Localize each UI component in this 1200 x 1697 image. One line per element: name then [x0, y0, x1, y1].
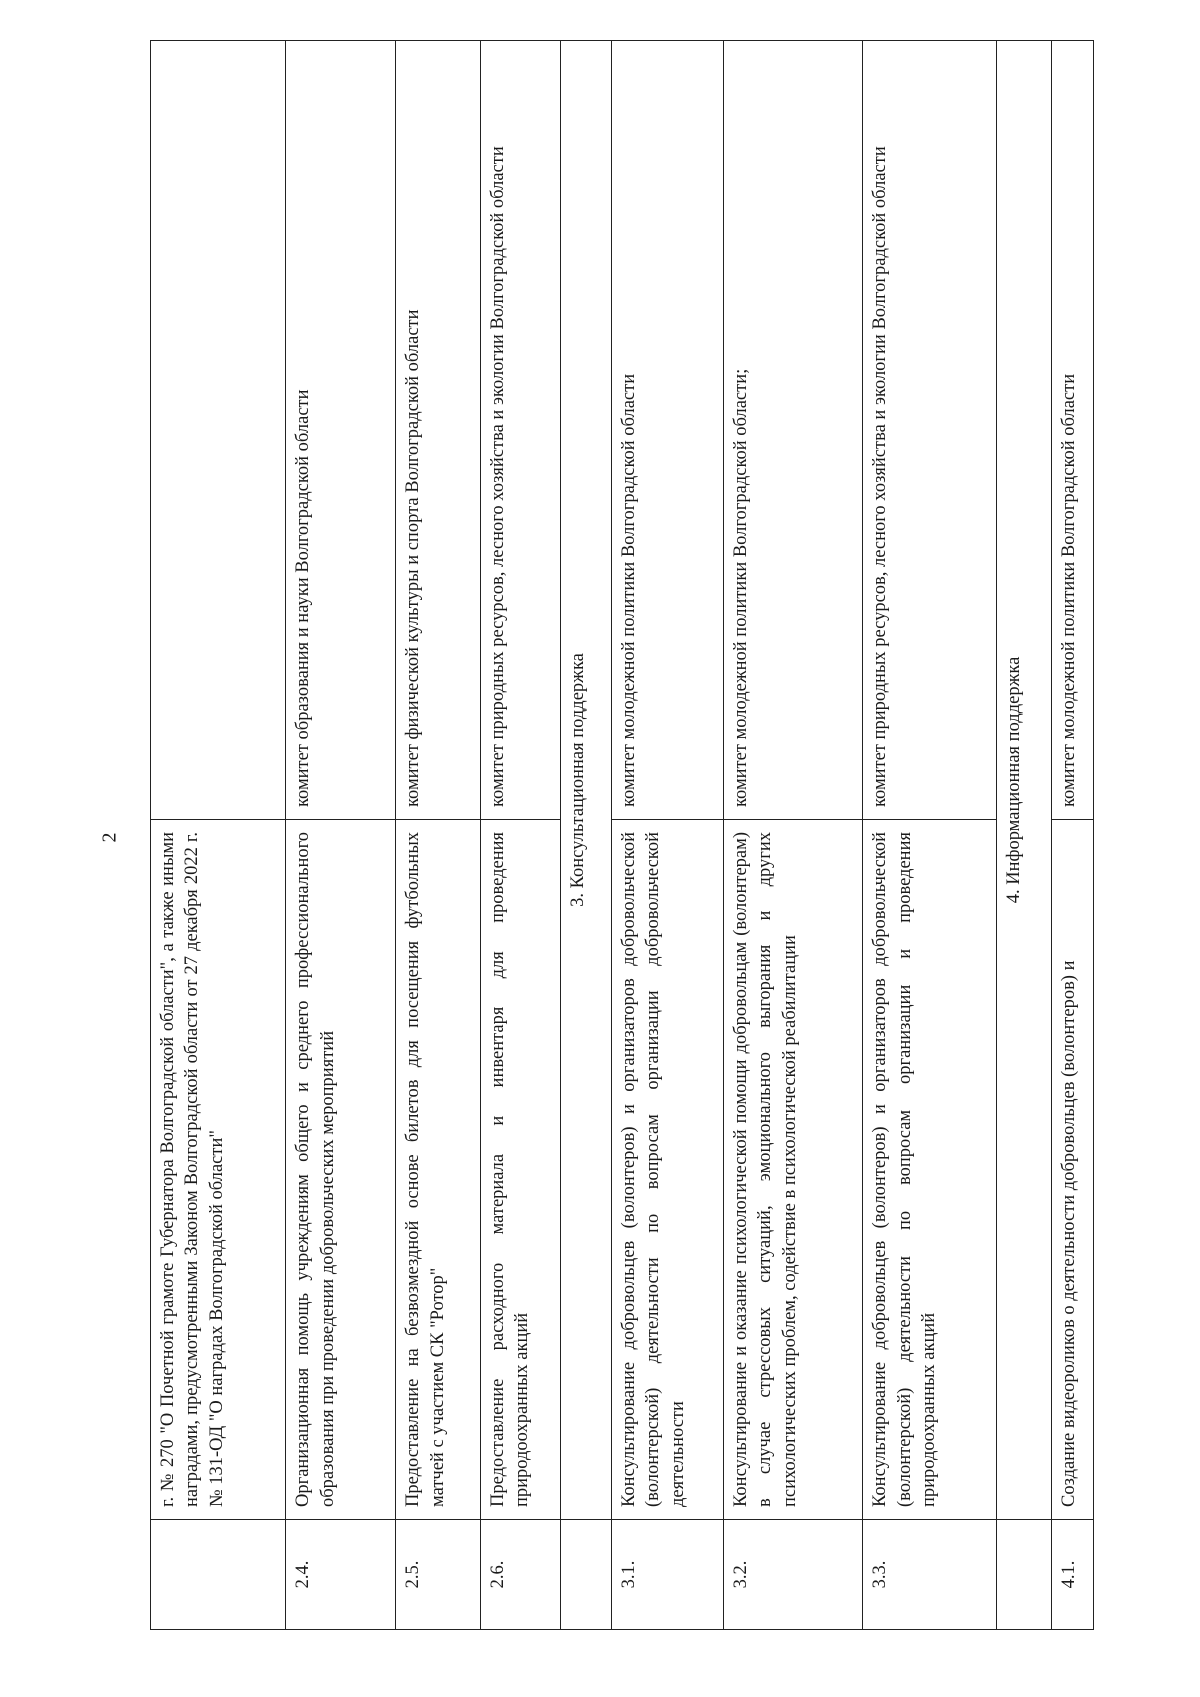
- responsible-executor: комитет физической культуры и спорта Волгоградской области: [396, 41, 481, 820]
- responsible-executor: комитет природных ресурсов, лесного хозяйства и экологии Волгоградской области: [863, 41, 996, 820]
- section-spacer: [996, 1520, 1051, 1630]
- row-number: 3.2.: [723, 1520, 863, 1630]
- section-title: 4. Информационная поддержка: [996, 41, 1051, 1520]
- section-header-row: [996, 41, 1051, 1630]
- page-number: 2: [98, 832, 121, 843]
- table-row: [863, 41, 996, 1630]
- document-page-rotated: [150, 40, 1094, 1630]
- measure-description: Создание видеороликов о деятельности добровольцев (волонтеров) и: [1051, 820, 1093, 1520]
- responsible-executor: [151, 41, 286, 820]
- row-number: [151, 1520, 286, 1630]
- measure-description: Организационная помощь учреждениям общего и среднего профессионального образования при проведении добровольческих мероприятий: [286, 820, 396, 1520]
- responsible-executor: комитет молодежной политики Волгоградской области: [611, 41, 723, 820]
- row-number: 4.1.: [1051, 1520, 1093, 1630]
- table-row: [723, 41, 863, 1630]
- section-spacer: [561, 1520, 612, 1630]
- section-title: 3. Консультационная поддержка: [561, 41, 612, 1520]
- table-row: [286, 41, 396, 1630]
- responsible-executor: комитет образования и науки Волгоградской области: [286, 41, 396, 820]
- row-number: 3.3.: [863, 1520, 996, 1630]
- measure-description: Консультирование добровольцев (волонтеров) и организаторов добровольческой (волонтерской) деятельности по вопросам организации и проведения природоохранных акций: [863, 820, 996, 1520]
- table-row: [611, 41, 723, 1630]
- measure-description: Предоставление на безвозмездной основе билетов для посещения футбольных матчей с участием СК "Ротор": [396, 820, 481, 1520]
- table-row: [480, 41, 560, 1630]
- measure-description: Предоставление расходного материала и инвентаря для проведения природоохранных акций: [480, 820, 560, 1520]
- responsible-executor: комитет молодежной политики Волгоградской области: [1051, 41, 1093, 820]
- measures-table: [150, 40, 1094, 1630]
- row-number: 3.1.: [611, 1520, 723, 1630]
- measure-description: г. № 270 "О Почетной грамоте Губернатора Волгоградской области", а также иными наградами, предусмотренными Законом Волгоградской области от 27 декабря 2022 г. № 131-ОД "О наградах Волгоградской области": [151, 820, 286, 1520]
- row-number: 2.6.: [480, 1520, 560, 1630]
- responsible-executor: комитет молодежной политики Волгоградской области;: [723, 41, 863, 820]
- row-number: 2.4.: [286, 1520, 396, 1630]
- measure-description: Консультирование и оказание психологической помощи добровольцам (волонтерам) в случае стрессовых ситуаций, эмоционального выгорания и других психологических проблем, содействие в психологической реабилитации: [723, 820, 863, 1520]
- table-row: [396, 41, 481, 1630]
- responsible-executor: комитет природных ресурсов, лесного хозяйства и экологии Волгоградской области: [480, 41, 560, 820]
- table-row: [1051, 41, 1093, 1630]
- table-row: [151, 41, 286, 1630]
- measure-description: Консультирование добровольцев (волонтеров) и организаторов добровольческой (волонтерской) деятельности по вопросам организации добровольческой деятельности: [611, 820, 723, 1520]
- section-header-row: [561, 41, 612, 1630]
- row-number: 2.5.: [396, 1520, 481, 1630]
